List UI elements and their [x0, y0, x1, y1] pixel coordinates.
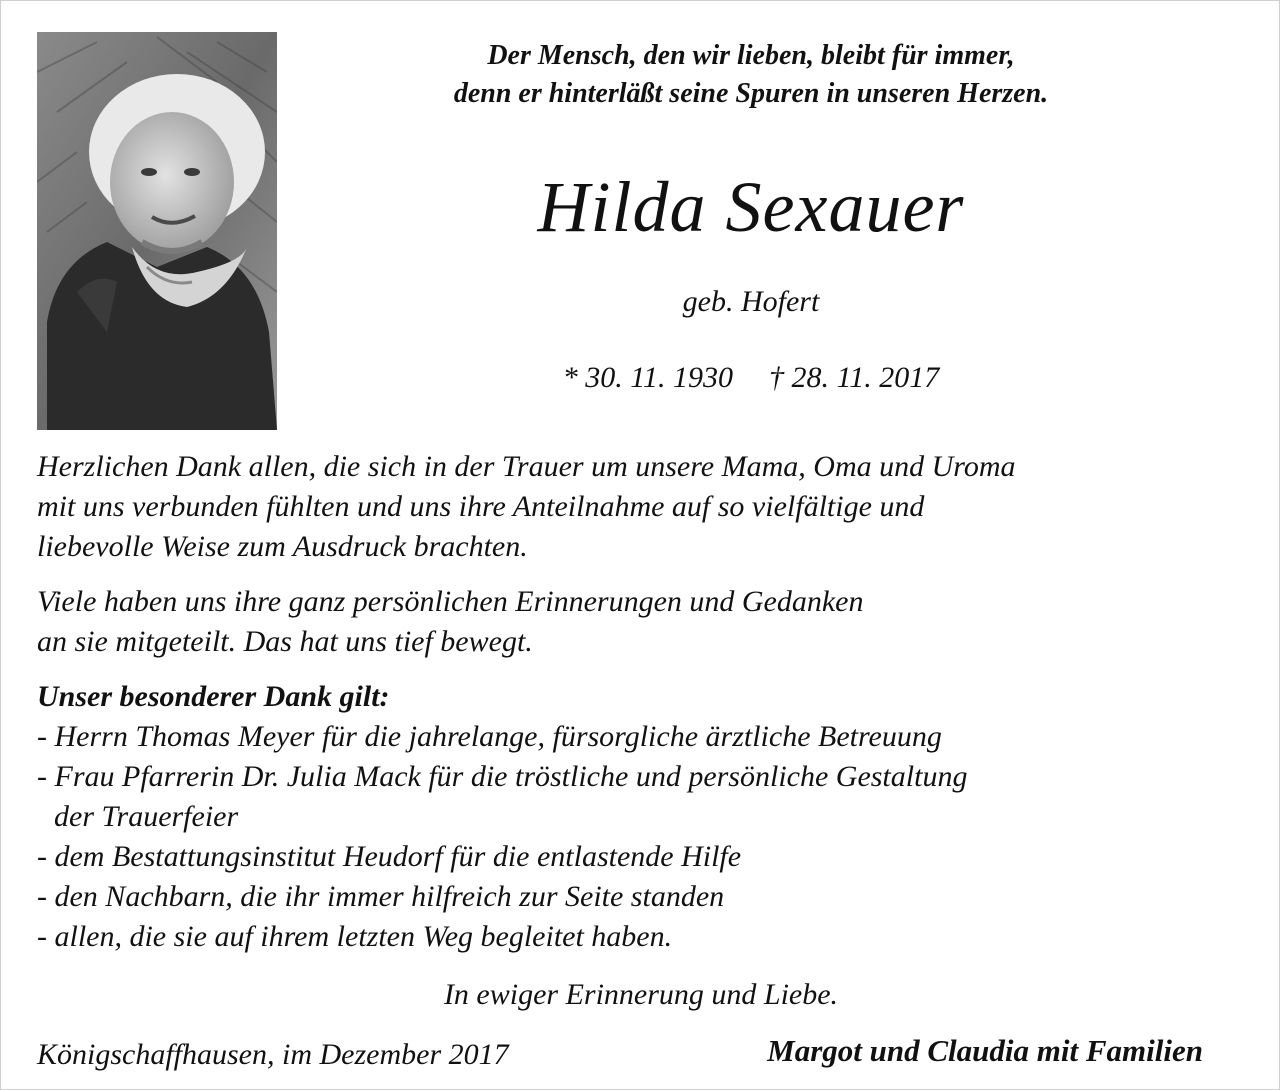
special-thanks-heading: Unser besonderer Dank gilt:: [37, 680, 390, 713]
motto-line-2: denn er hinterläßt seine Spuren in unseren Herzen.: [453, 78, 1049, 109]
list-item: [37, 757, 1257, 837]
list-item-text: - allen, die sie auf ihrem letzten Weg begleitet haben.: [37, 920, 673, 953]
deceased-name: Hilda Sexauer: [537, 167, 965, 247]
list-item: [37, 837, 1257, 877]
motto-quote: [301, 37, 1201, 113]
special-thanks-list: [37, 717, 1257, 957]
list-item-text: - Frau Pfarrerin Dr. Julia Mack für die tröstliche und persönliche Gestaltung: [37, 760, 968, 793]
list-item-text: - Herrn Thomas Meyer für die jahrelange, fürsorgliche ärztliche Betreuung: [37, 720, 942, 753]
portrait-photo: [37, 32, 277, 430]
place-and-date: Königschaffhausen, im Dezember 2017: [37, 1038, 509, 1071]
paragraph-line: liebevolle Weise zum Ausdruck brachten.: [37, 530, 528, 563]
thank-you-paragraph: [37, 447, 1257, 567]
paragraph-line: Herzlichen Dank allen, die sich in der Trauer um unsere Mama, Oma und Uroma: [37, 450, 1016, 483]
list-item-continuation: der Trauerfeier: [54, 800, 239, 833]
paragraph-line: an sie mitgeteilt. Das hat uns tief bewegt.: [37, 625, 533, 658]
paragraph-line: Viele haben uns ihre ganz persönlichen Erinnerungen und Gedanken: [37, 585, 864, 618]
signers: Margot und Claudia mit Familien: [767, 1033, 1203, 1068]
closing-line: In ewiger Erinnerung und Liebe.: [443, 978, 839, 1011]
birth-date: * 30. 11. 1930: [562, 361, 733, 394]
death-date: † 28. 11. 2017: [769, 361, 940, 394]
list-item-text: - den Nachbarn, die ihr immer hilfreich zur Seite standen: [37, 880, 725, 913]
list-item: [37, 917, 1257, 957]
list-item: [37, 717, 1257, 757]
list-item: [37, 877, 1257, 917]
memories-paragraph: [37, 582, 1257, 662]
maiden-name: geb. Hofert: [682, 285, 820, 318]
paragraph-line: mit uns verbunden fühlten und uns ihre Anteilnahme auf so vielfältige und: [37, 490, 925, 523]
motto-line-1: Der Mensch, den wir lieben, bleibt für immer,: [487, 40, 1015, 71]
special-thanks: [37, 677, 1257, 957]
list-item-text: - dem Bestattungsinstitut Heudorf für die entlastende Hilfe: [37, 840, 742, 873]
life-dates: [301, 359, 1201, 397]
